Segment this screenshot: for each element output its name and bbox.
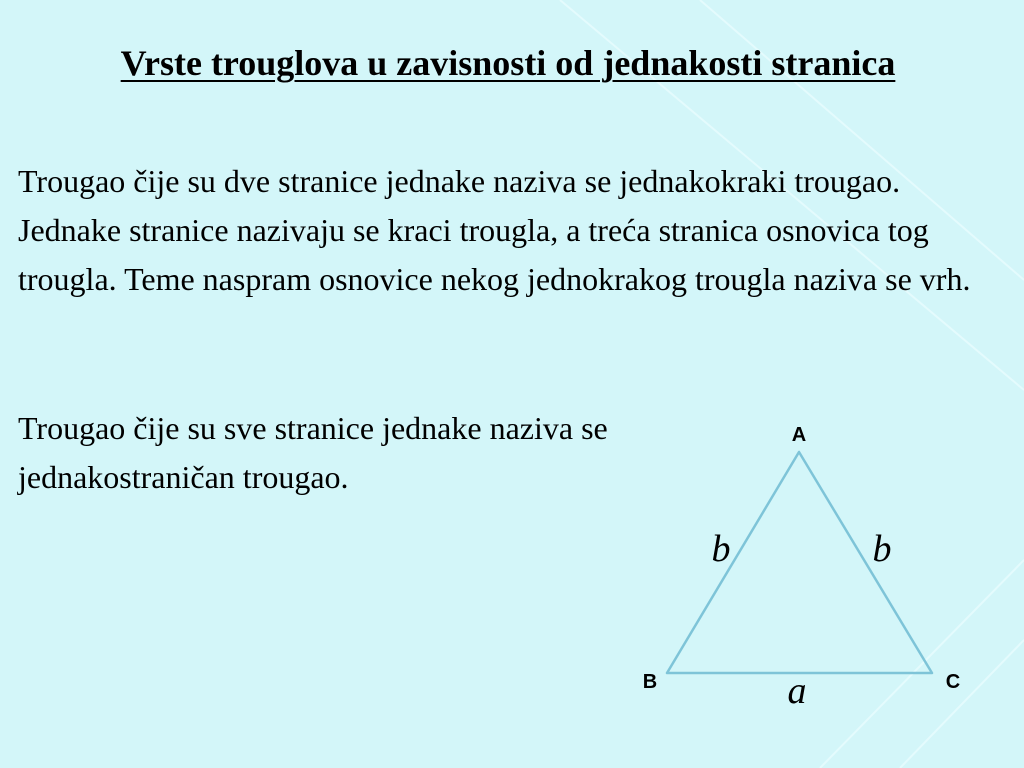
vertex-label-c: C xyxy=(945,671,961,693)
slide-title: Vrste trouglova u zavisnosti od jednakosti stranica xyxy=(120,43,896,83)
vertex-label-a: A xyxy=(791,424,807,446)
side-label-base: a xyxy=(787,670,807,712)
side-label-right: b xyxy=(872,528,892,570)
paragraph-equilateral: Trougao čije su sve stranice jednake naziva se jednakostraničan trougao. xyxy=(18,410,608,495)
vertex-label-b: B xyxy=(642,671,658,693)
paragraph-isosceles: Trougao čije su dve stranice jednake naziva se jednakokraki trougao. Jednake stranice nazivaju se kraci trougla, a treća stranica osnovica tog trougla. Teme naspram osnovice nekog jednokrakog trougla naziva se vrh. xyxy=(18,163,971,297)
side-label-left: b xyxy=(711,528,731,570)
triangle-shape xyxy=(667,452,932,673)
